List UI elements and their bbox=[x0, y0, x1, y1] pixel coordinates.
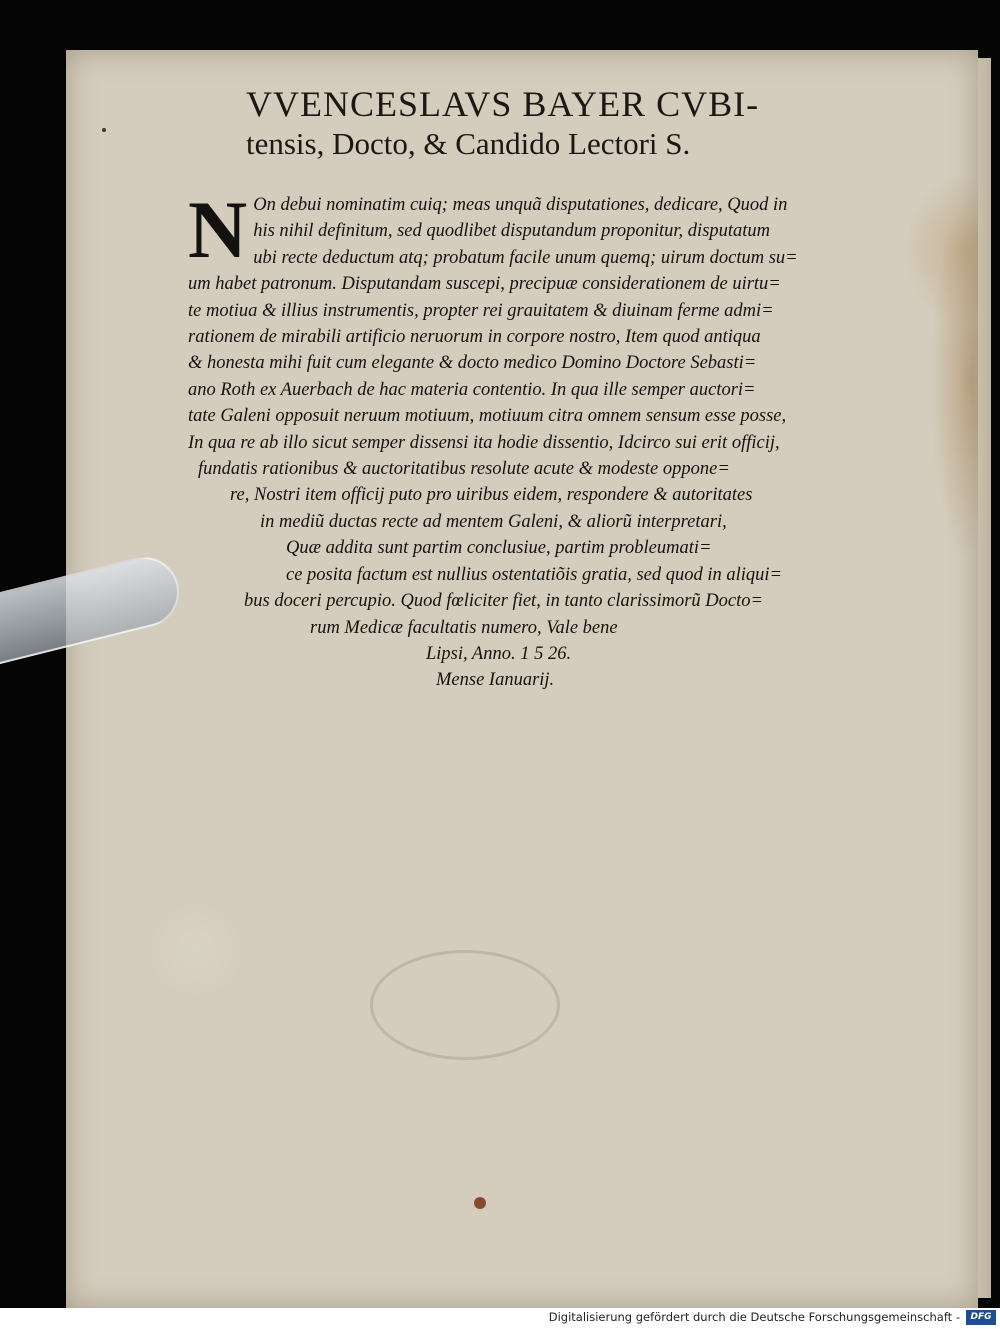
text-line: his nihil definitum, sed quodlibet disputandum proponitur, disputatum bbox=[253, 221, 771, 242]
dedication-text bbox=[188, 184, 888, 694]
text-line: fundatis rationibus & auctoritatibus resolute acute & modeste oppone= bbox=[198, 459, 730, 480]
text-line: te motiua & illius instrumentis, propter rei grauitatem & diuinam ferme admi= bbox=[188, 300, 774, 321]
text-line: in mediũ ductas recte ad mentem Galeni, & aliorũ interpretari, bbox=[260, 511, 727, 532]
text-line: re, Nostri item officij puto pro uiribus eidem, respondere & autoritates bbox=[230, 485, 753, 506]
text-line: On debui nominatim cuiq; meas unquã disputationes, dedicare, Quod in bbox=[253, 195, 788, 215]
text-line: rationem de mirabili artificio neruorum in corpore nostro, Item quod antiqua bbox=[188, 327, 761, 348]
document-heading bbox=[246, 84, 866, 164]
text-line: rum Medicæ facultatis numero, Vale bene bbox=[310, 617, 618, 638]
text-line: Lipsi, Anno. 1 5 26. bbox=[426, 643, 572, 664]
text-line: ano Roth ex Auerbach de hac materia contentio. In qua ille semper auctori= bbox=[188, 379, 756, 400]
ink-speck bbox=[102, 128, 106, 132]
funding-credit: Digitalisierung gefördert durch die Deutsche Forschungsgemeinschaft - bbox=[548, 1310, 960, 1324]
text-line: In qua re ab illo sicut semper dissensi ita hodie dissentio, Idcirco sui erit officij, bbox=[188, 432, 780, 453]
text-line: & honesta mihi fuit cum elegante & docto medico Domino Doctore Sebasti= bbox=[188, 353, 757, 374]
library-stamp bbox=[370, 950, 560, 1060]
text-line: ubi recte deductum atq; probatum facile unum quemq; uirum doctum su= bbox=[253, 247, 798, 268]
text-line: ce posita factum est nullius ostentatiõis gratia, sed quod in aliqui= bbox=[286, 564, 783, 585]
drop-cap: N bbox=[188, 184, 248, 275]
text-line: Mense Ianuarij. bbox=[436, 670, 555, 691]
text-line: um habet patronum. Disputandam suscepi, precipuæ considerationem de uirtu= bbox=[188, 274, 781, 295]
ink-spot bbox=[474, 1197, 486, 1209]
heading-line-1: VVENCESLAVS BAYER CVBI- bbox=[246, 84, 760, 124]
dfg-logo: DFG bbox=[966, 1310, 996, 1325]
heading-line-2: tensis, Docto, & Candido Lectori S. bbox=[246, 126, 691, 161]
text-line: Quæ addita sunt partim conclusiue, partim probleumati= bbox=[286, 538, 712, 559]
text-line: tate Galeni opposuit neruum motiuum, motiuum citra omnem sensum esse posse, bbox=[188, 406, 787, 427]
text-line: bus doceri percupio. Quod fœliciter fiet, in tanto clarissimorũ Docto= bbox=[244, 591, 763, 612]
